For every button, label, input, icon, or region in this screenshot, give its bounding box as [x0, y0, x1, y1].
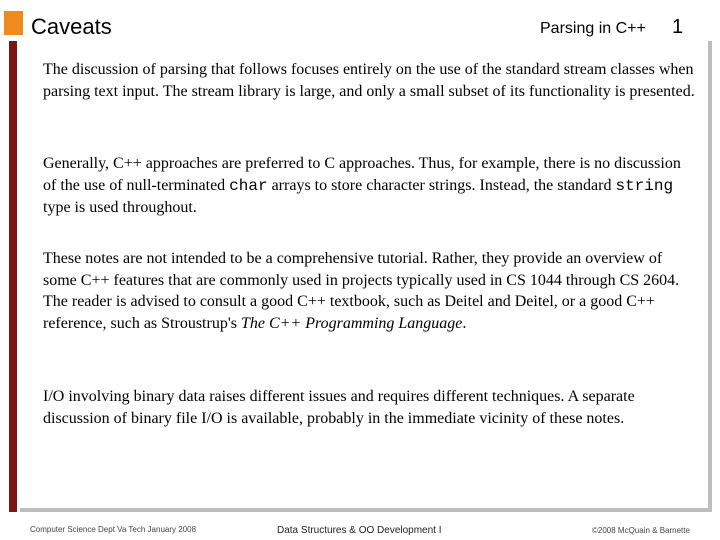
title-accent-square [4, 11, 23, 35]
paragraph-binary-io: I/O involving binary data raises different issues and requires different techniques. A separate discussion of binary file I/O is available, probably in the immediate vicinity of these notes. [43, 388, 635, 427]
code-string: string [615, 176, 674, 195]
code-char: char [229, 176, 268, 195]
paragraph-text: These notes are not intended to be a comprehensive tutorial. Rather, they provide an overview of some C++ features that are commonly used in projects typically used in CS 1044 through CS 2604. The reader is advised to consult a good C++ textbook, such as Deitel and Deitel, or a good C++ reference, such as Stroustrup's [43, 250, 680, 332]
paragraph-text: . [462, 314, 467, 332]
paragraph-cpp-approaches [43, 153, 698, 219]
paragraph-text: type is used throughout. [43, 199, 197, 216]
footer-course: Data Structures & OO Development I [277, 525, 442, 536]
paragraph-parsing-scope: The discussion of parsing that follows focuses entirely on the use of the standard stream classes when parsing text input. The stream library is large, and only a small subset of its functionality is presented. [43, 61, 695, 100]
paragraph-tutorial-note [43, 248, 698, 334]
slide-number: 1 [672, 16, 684, 38]
paragraph-text: arrays to store character strings. Instead, the standard [267, 176, 616, 194]
left-accent-bar [9, 41, 17, 512]
slide-title: Caveats [31, 14, 112, 39]
book-title: The C++ Programming Language [240, 314, 463, 332]
paragraph-text: Generally, C++ approaches are preferred to C approaches. Thus, for example, there is no discussion of the use of null-terminated [43, 155, 681, 194]
footer-copyright: ©2008 McQuain & Barnette [592, 526, 690, 535]
footer-department: Computer Science Dept Va Tech January 2008 [30, 525, 197, 534]
slide-topic: Parsing in C++ [540, 20, 646, 37]
